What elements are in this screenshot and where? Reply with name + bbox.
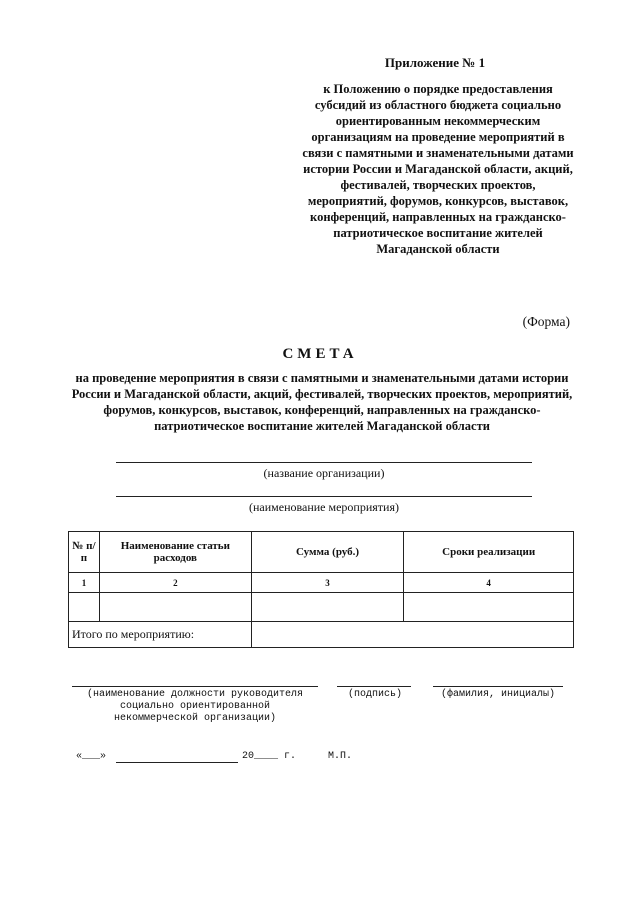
org-name-line xyxy=(116,462,532,463)
table-cell[interactable] xyxy=(251,593,404,622)
col-number-4: 4 xyxy=(404,573,574,593)
signature-line xyxy=(337,686,411,687)
header-amount: Сумма (руб.) xyxy=(251,532,404,573)
date-day: «___» xyxy=(76,751,107,762)
position-caption-3: некоммерческой организации) xyxy=(113,713,277,724)
form-label: (Форма) xyxy=(522,314,570,329)
signature-caption: (подпись) xyxy=(347,689,402,700)
table-row xyxy=(69,593,574,622)
position-caption: (наименование должности руководителя xyxy=(86,689,304,700)
total-label: Итого по мероприятию: xyxy=(69,622,252,648)
header-expense-item: Наименование статьи расходов xyxy=(99,532,251,573)
appendix-text: к Положению о порядке предоставления субсидий из областного бюджета социально ориентированным некоммерческим организациям на проведение мероприятий в связи с памятными и знаменательными датами истории России и Магаданской области, акций, фестивалей, творческих проектов, мероприятий, форумов, конкурсов, выставок, конференций, направленных на гражданско-патриотическое воспитание жителей Магаданской области xyxy=(302,82,574,256)
table-header-row xyxy=(69,532,574,573)
expense-table xyxy=(68,531,574,648)
table-cell[interactable] xyxy=(99,593,251,622)
org-name-caption: (название организации) xyxy=(263,466,385,480)
col-number-2: 2 xyxy=(99,573,251,593)
appendix-title: Приложение № 1 xyxy=(384,55,486,70)
stamp-label: М.П. xyxy=(328,751,353,762)
smeta-subtitle: на проведение мероприятия в связи с памятными и знаменательными датами истории России и Магаданской области, акций, фестивалей, творческих проектов, мероприятий, форумов, конкурсов, выставок, конференций, направленных на гражданско-патриотическое воспитание жителей Магаданской области xyxy=(71,371,573,433)
date-month-line xyxy=(116,762,238,763)
col-number-3: 3 xyxy=(251,573,404,593)
table-cell[interactable] xyxy=(69,593,100,622)
col-number-1: 1 xyxy=(69,573,100,593)
table-cell[interactable] xyxy=(404,593,574,622)
event-name-line xyxy=(116,496,532,497)
header-deadline: Сроки реализации xyxy=(404,532,574,573)
header-number: № п/п xyxy=(69,532,100,573)
table-numbering-row xyxy=(69,573,574,593)
position-caption-2: социально ориентированной xyxy=(119,701,271,712)
name-caption: (фамилия, инициалы) xyxy=(440,689,556,700)
name-line xyxy=(433,686,563,687)
smeta-title: СМЕТА xyxy=(282,346,358,362)
event-name-caption: (наименование мероприятия) xyxy=(249,500,399,514)
total-value[interactable] xyxy=(251,622,573,648)
date-year: 20____ г. xyxy=(242,751,297,762)
table-total-row xyxy=(69,622,574,648)
position-line xyxy=(72,686,318,687)
